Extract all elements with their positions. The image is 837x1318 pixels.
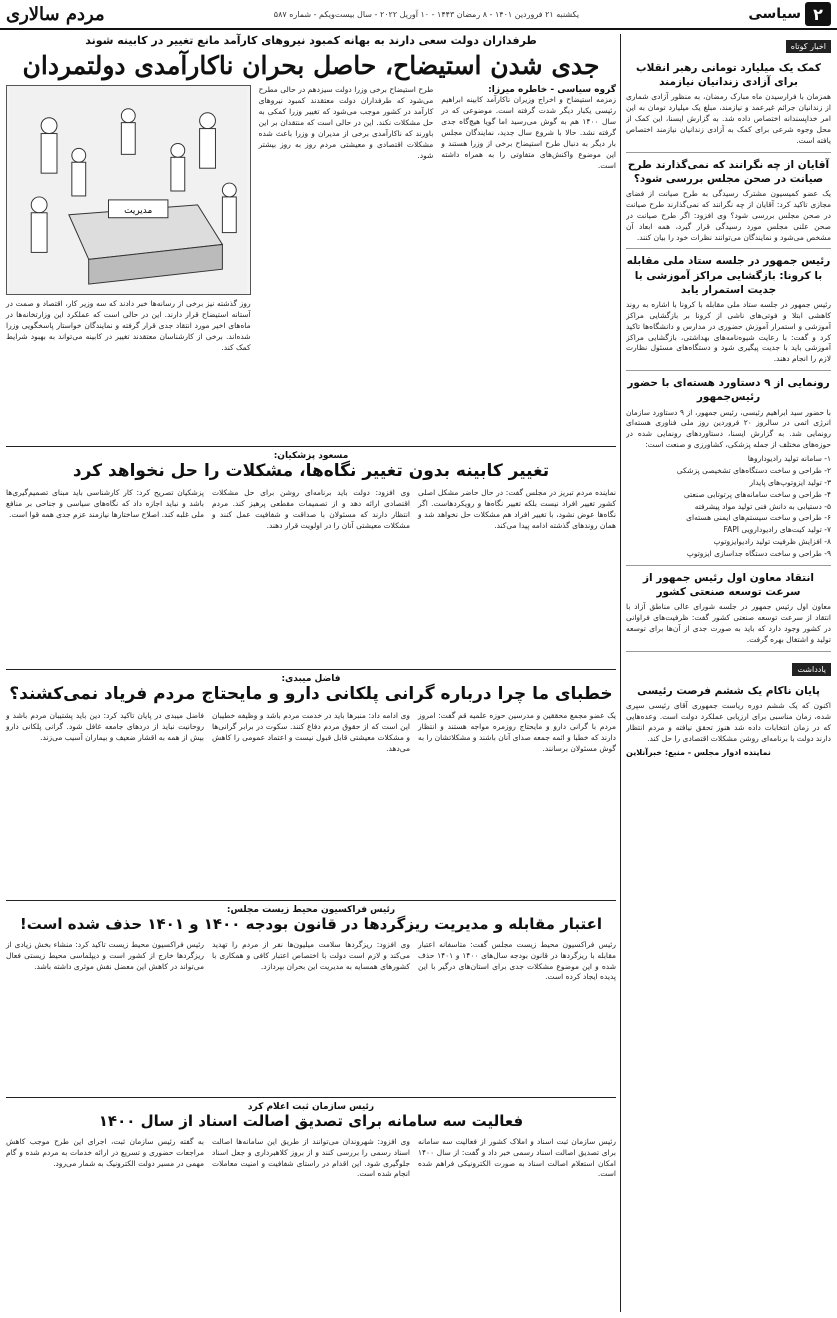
list-item: ۴- طراحی و ساخت سامانه‌های پرتوتابی صنعتی bbox=[683, 489, 831, 499]
news-text: همزمان با فرارسیدن ماه مبارک رمضان، به منظور آزادی شماری از زندانیان جرائم غیرعمد و نیازمند، مبلغ یک میلیارد تومان به این امر خداپسندانه اختصاص داده شد. به گزارش ایسنا، این کمک از محل وجوه شرعی برای کمک به آزادی زندانیان نیازمند اختصاص یافته است. bbox=[626, 92, 831, 145]
page-number: ۲ bbox=[805, 2, 831, 26]
news-headline: آقایان از چه نگرانند که نمی‌گذارند طرح صیانت در صحن مجلس بررسی شود؟ bbox=[627, 158, 830, 185]
news-headline: کمک یک میلیارد تومانی رهبر انقلاب برای آزادی زندانیان نیازمند bbox=[636, 62, 821, 89]
dateline: یکشنبه ۲۱ فروردین ۱۴۰۱ - ۸ رمضان ۱۴۴۳ - ۱۰ آوریل ۲۰۲۲ - سال بیست‌ویکم - شماره ۵۸۷ bbox=[273, 9, 580, 19]
sidebar-tag: یادداشت bbox=[792, 663, 831, 676]
sidebar-news-item bbox=[626, 61, 831, 147]
news-text: معاون اول رئیس جمهور در جلسه شورای عالی مناطق آزاد با انتقاد از سرعت توسعه صنعتی کشور گفت: ظرفیت‌های فراوانی در کشور وجود دارد که باید به صورت جدی از آن‌ها برای توسعه تولید و اشتغال بهره گرفت. bbox=[626, 602, 831, 644]
page-header bbox=[0, 0, 837, 30]
article-column: نماینده مردم تبریز در مجلس گفت: در حال حاضر مشکل اصلی کشور تغییر افراد نیست بلکه تغییر نگاه‌ها و رویکردهاست. اگر نگاه‌ها عوض نشود، با تغییر افراد هم مشکلات حل نخواهد شد و همان روندهای گذشته ادامه پیدا می‌کند. bbox=[418, 488, 616, 530]
article-column: یک عضو مجمع محققین و مدرسین حوزه علمیه قم گفت: امروز مردم با گرانی دارو و مایحتاج روزمره مواجه هستند و انتظار دارند که خطبا و ائمه جمعه صدای آنان باشند و مشکلاتشان را به گوش مسئولان برسانند. bbox=[418, 711, 616, 753]
opinion-note bbox=[626, 684, 831, 758]
lead-column bbox=[6, 85, 251, 425]
article-registry bbox=[6, 1098, 616, 1298]
list-item: ۹- طراحی و ساخت دستگاه جداسازی ایزوتوپ bbox=[686, 549, 831, 559]
article-column: رئیس سازمان ثبت اسناد و املاک کشور از فعالیت سه سامانه برای تصدیق اصالت اسناد رسمی خبر داد و گفت: از سال ۱۴۰۰ امکان استعلام اصالت اسناد به صورت الکترونیکی فراهم شده است. bbox=[418, 1136, 616, 1179]
news-paragraph: با حضور سید ابراهیم رئیسی، رئیس جمهور، از ۹ دستاورد سازمان انرژی اتمی در سالروز ۲۰ فروردین روز ملی فناوری هسته‌ای رونمایی شد. به گزارش ایسنا، دستاوردهای رونمایی شده در حوزه‌های مختلف از جمله پزشکی، کشاورزی و صنعت است: bbox=[626, 407, 831, 450]
article-column: به گفته رئیس سازمان ثبت، اجرای این طرح موجب کاهش مراجعات حضوری و تسریع در ارائه خدمات به مردم شده و گام مهمی در مسیر دولت الکترونیک به شمار می‌رود. bbox=[6, 1136, 204, 1168]
sidebar-news-item bbox=[626, 376, 831, 560]
editorial-cartoon bbox=[6, 85, 251, 295]
lead-headline: جدی شدن استیضاح، حاصل بحران ناکارآمدی دولتمردان bbox=[22, 51, 600, 81]
lead-column bbox=[441, 85, 616, 425]
section-tag bbox=[748, 2, 831, 26]
sidebar-news-item bbox=[626, 571, 831, 646]
lead-column bbox=[259, 85, 434, 425]
news-headline: رونمایی از ۹ دستاورد هسته‌ای با حضور رئیس‌جمهور bbox=[627, 377, 830, 404]
list-item: ۵- دستیابی به دانش فنی تولید مواد پیشرفته bbox=[694, 501, 831, 511]
lead-column-text: زمزمه استیضاح و اخراج وزیران ناکارآمد کابینه ابراهیم رئیسی یکبار دیگر شدت گرفته است. موضوعی که در سال ۱۴۰۰ هم به گوش می‌رسید اما گویا هیچ‌گاه جدی گرفته نشد. حالا با شروع سال جدید، نمایندگان مجلس بار دیگر به دنبال طرح استیضاح برخی از وزرا هستند و این موضوع واکنش‌های متفاوتی را به همراه داشته است. bbox=[441, 95, 616, 170]
article-column: وی افزود: ریزگردها سلامت میلیون‌ها نفر از مردم را تهدید می‌کند و لازم است دولت با اختصاص اعتبار کافی و همکاری با کشورهای همسایه به مدیریت این بحران بپردازد. bbox=[212, 939, 410, 971]
lead-kicker: طرفداران دولت سعی دارند به بهانه کمبود نیروهای کارآمد مانع تغییر در کابینه شوند bbox=[85, 34, 537, 47]
divider bbox=[626, 565, 831, 566]
article-column: وی افزود: دولت باید برنامه‌ای روشن برای حل مشکلات اقتصادی ارائه دهد و از تصمیمات مقطعی پرهیز کند. مردم انتظار دارند که مسئولان با صداقت و شفافیت عمل کنند و مشکلات معیشتی آنان را در اولویت قرار دهند. bbox=[212, 488, 410, 530]
news-headline: رئیس جمهور در جلسه ستاد ملی مقابله با کرونا: بازگشایی مراکز آموزشی با جدیت استمرار یابد bbox=[626, 255, 831, 296]
cartoon-illustration bbox=[7, 86, 250, 294]
list-item: ۲- طراحی و ساخت دستگاه‌های تشخیصی پزشکی bbox=[676, 465, 831, 475]
lead-byline: گروه سیاسی - خاطره میرزا: bbox=[488, 85, 616, 96]
divider bbox=[626, 370, 831, 371]
article-kicker: رئیس سازمان ثبت اعلام کرد bbox=[247, 1102, 375, 1112]
achievement-list bbox=[626, 454, 831, 560]
note-text: اکنون که یک ششم دوره ریاست جمهوری آقای رئیسی سپری شده، زمان مناسبی برای ارزیابی عملکرد دولت است. وعده‌هایی که در زمان انتخابات داده شد هنوز تحقق نیافته و مردم انتظار دارند دولت با برنامه‌ای روشن مشکلات اقتصادی را حل کند. bbox=[626, 700, 831, 743]
article-headline: اعتبار مقابله و مدیریت ریزگردها در قانون بودجه ۱۴۰۰ و ۱۴۰۱ حذف شده است! bbox=[19, 915, 603, 933]
article-column: فاضل میبدی در پایان تاکید کرد: دین باید پشتیبان مردم باشد و روحانیت نباید از دردهای جامعه غافل شود. گرانی پلکانی دارو بیش از همه به اقشار ضعیف و بیماران آسیب می‌زند. bbox=[6, 711, 204, 742]
lead-column-text: طرح استیضاح برخی وزرا دولت سیزدهم در حالی مطرح می‌شود که طرفداران دولت معتقدند کمبود نیروهای کارآمد در کشور موجب می‌شود که تغییر وزرا کمکی به حل مشکلات نکند. این در حالی است که منتقدان بر این باورند که ناکارآمدی برخی از مدیران و وزرا باعث شده مشکلات اقتصادی و معیشتی مردم روز به روز بیشتر شود. bbox=[258, 85, 434, 160]
news-text: رئیس جمهور در جلسه ستاد ملی مقابله با کرونا با اشاره به روند کاهشی ابتلا و فوتی‌های ناشی از کرونا بر بازگشایی مراکز آموزشی و استمرار آموزش حضوری در مدارس و دانشگاه‌ها تاکید کرد و گفت: با رعایت شیوه‌نامه‌های بهداشتی، بازگشایی مراکز آموزشی باید با جدیت پیگیری شود و دستگاه‌های مسئول نظارت لازم را انجام دهند. bbox=[626, 299, 831, 364]
article-headline: فعالیت سه سامانه برای تصدیق اصالت اسناد از سال ۱۴۰۰ bbox=[98, 1112, 524, 1130]
article-column: رئیس فراکسیون محیط زیست مجلس گفت: متاسفانه اعتبار مقابله با ریزگردها در قانون بودجه سال‌های ۱۴۰۰ و ۱۴۰۱ حذف شده و این موضوع مشکلات جدی برای استان‌های درگیر با این پدیده ایجاد کرده است. bbox=[418, 939, 617, 982]
list-item: ۷- تولید کیت‌های رادیودارویی FAPI bbox=[723, 525, 831, 535]
main-content bbox=[6, 34, 616, 1312]
column-divider bbox=[620, 34, 621, 1312]
divider bbox=[626, 651, 831, 652]
note-headline: پایان ناکام یک ششم فرصت رئیسی bbox=[637, 684, 820, 697]
list-item: ۸- افزایش ظرفیت تولید رادیوایزوتوپ bbox=[713, 537, 831, 547]
news-text: یک عضو کمیسیون مشترک رسیدگی به طرح صیانت از فضای مجازی تاکید کرد: آقایان از چه نگرانند که نمی‌گذارند طرح صیانت در صحن مجلس بررسی شود؟ وی افزود: اگر طرح صیانت در صحن علنی مجلس مورد رسیدگی قرار گیرد، همه ابعاد آن مشخص می‌شود و نمایندگان می‌توانند نظرات خود را بیان کنند. bbox=[626, 189, 831, 242]
news-headline: انتقاد معاون اول رئیس جمهور از سرعت توسعه صنعتی کشور bbox=[642, 571, 814, 599]
article-dust bbox=[6, 901, 616, 1097]
sidebar-news-item bbox=[626, 158, 831, 244]
list-item: ۱- سامانه تولید رادیوداروها bbox=[747, 454, 831, 464]
article-column: رئیس فراکسیون محیط زیست تاکید کرد: منشاء بخش زیادی از ریزگردها خارج از کشور است و دیپلماسی محیط زیستی فعال می‌تواند در کاهش این معضل نقش موثری داشته باشد. bbox=[6, 939, 204, 971]
sidebar-news-item bbox=[626, 254, 831, 365]
article-column: وی افزود: شهروندان می‌توانند از طریق این سامانه‌ها اصالت اسناد رسمی را بررسی کنند و از بروز کلاهبرداری و جعل اسناد جلوگیری شود. این اقدام در راستای شفافیت و امنیت معاملات انجام شده است. bbox=[212, 1136, 410, 1179]
sidebar bbox=[626, 34, 831, 1312]
cartoon-sign-text: مدیریت bbox=[124, 206, 153, 217]
article-byline: فاضل میبدی: bbox=[281, 674, 341, 684]
article-headline: خطبای ما چرا درباره گرانی پلکانی دارو و مایحتاج مردم فریاد نمی‌کشند؟ bbox=[9, 684, 613, 704]
divider bbox=[626, 152, 831, 153]
section-name: سیاسی bbox=[748, 6, 801, 22]
article-kicker: رئیس فراکسیون محیط زیست مجلس: bbox=[226, 905, 396, 915]
article-pezeshkian bbox=[6, 447, 616, 669]
lead-story bbox=[6, 34, 616, 446]
news-text bbox=[626, 408, 831, 560]
lead-column-text: روز گذشته نیز برخی از رسانه‌ها خبر دادند که سه وزیر کار، اقتصاد و صمت در آستانه استیضاح قرار دارند. این در حالی است که عملکرد این وزارتخانه‌ها در ماه‌های اخیر مورد انتقاد جدی قرار گرفته و نمایندگان خواستار پاسخگویی وزرا شده‌اند. برخی از کارشناسان معتقدند تغییر در کابینه می‌تواند به بهبود شرایط کمک کند. bbox=[6, 299, 251, 352]
masthead: مردم سالاری bbox=[6, 3, 105, 25]
list-item: ۶- طراحی و ساخت سیستم‌های ایمنی هسته‌ای bbox=[686, 513, 831, 523]
note-signature: نماینده ادوار مجلس - منبع: خبرآنلاین bbox=[626, 748, 771, 758]
divider bbox=[626, 248, 831, 249]
list-item: ۳- تولید ایزوتوپ‌های پایدار bbox=[749, 477, 831, 487]
article-byline: مسعود پزشکیان: bbox=[273, 451, 349, 461]
article-headline: تغییر کابینه بدون تغییر نگاه‌ها، مشکلات را حل نخواهد کرد bbox=[72, 461, 550, 481]
article-meybodi bbox=[6, 670, 616, 900]
article-column: پزشکیان تصریح کرد: کار کارشناسی باید مبنای تصمیم‌گیری‌ها باشد و نباید اجازه داد که نگاه‌های سیاسی و جناحی بر منافع ملی غلبه کند. اصلاح ساختارها نیازمند عزم جدی همه قوا است. bbox=[6, 488, 204, 519]
sidebar-tag: اخبار کوتاه bbox=[786, 40, 831, 53]
article-column: وی ادامه داد: منبرها باید در خدمت مردم باشد و وظیفه خطیبان این است که از حقوق مردم دفاع کنند. سکوت در برابر گرانی‌ها و مشکلات معیشتی قابل قبول نیست و اعتماد عمومی را کاهش می‌دهد. bbox=[212, 711, 410, 753]
